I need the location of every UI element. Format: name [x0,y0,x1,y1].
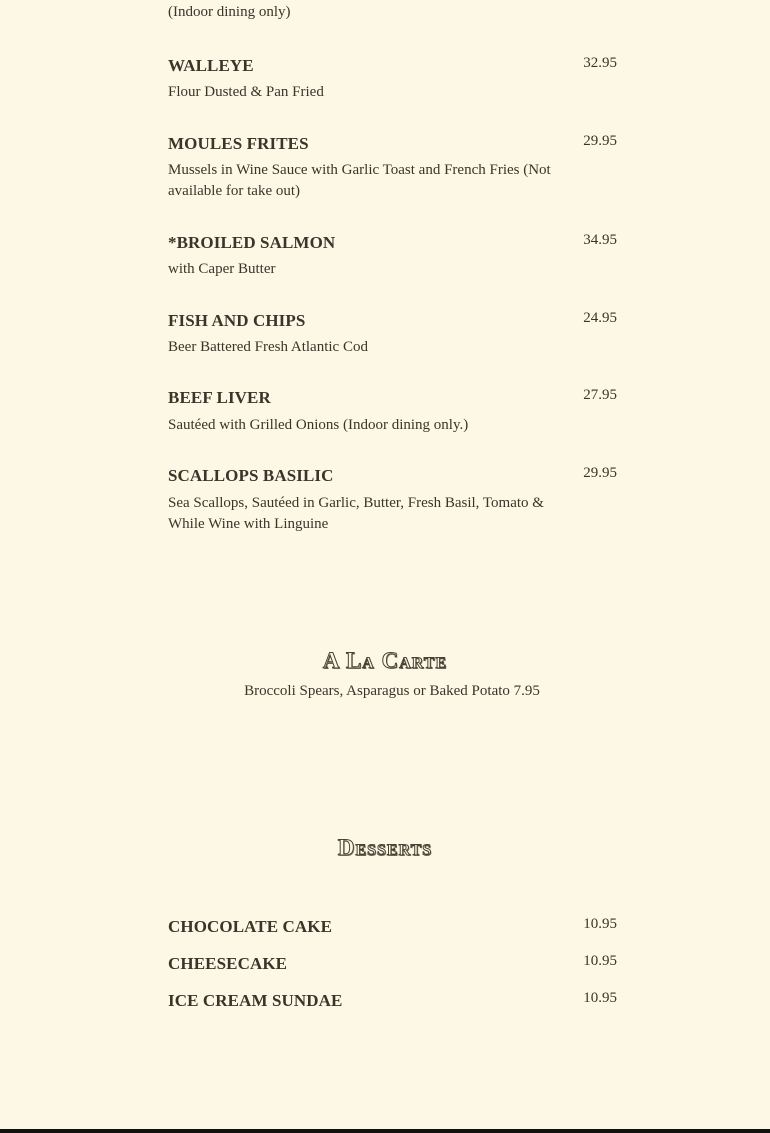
item-price: 10.95 [583,916,617,932]
item-name: *BROILED SALMON [168,233,336,252]
footer-bar [0,1129,770,1133]
item-price: 32.95 [583,55,617,71]
item-description: Flour Dusted & Pan Fried [168,84,324,100]
item-name: WALLEYE [168,56,254,75]
item-name: FISH AND CHIPS [168,311,306,330]
item-price: 27.95 [583,387,617,403]
item-description: Beer Battered Fresh Atlantic Cod [168,339,368,355]
item-description: Sea Scallops, Sautéed in Garlic, Butter, Fresh Basil, Tomato & While Wine with Linguine [168,495,544,532]
section-title-desserts: Desserts [337,835,433,860]
item-price: 10.95 [583,990,617,1006]
item-description: Mussels in Wine Sauce with Garlic Toast and French Fries (Not available for take out) [168,162,551,199]
item-price: 10.95 [583,953,617,969]
item-price: 24.95 [583,310,617,326]
item-name: CHOCOLATE CAKE [168,917,333,936]
item-price: 34.95 [583,232,617,248]
top-note: (Indoor dining only) [168,4,291,20]
item-name: ICE CREAM SUNDAE [168,991,343,1010]
section-title-a-la-carte: A La Carte [322,648,448,673]
a-la-carte-description: Broccoli Spears, Asparagus or Baked Potato 7.95 [244,683,540,699]
item-name: CHEESECAKE [168,954,288,973]
item-price: 29.95 [583,465,617,481]
item-name: BEEF LIVER [168,388,271,407]
item-price: 29.95 [583,133,617,149]
item-description: Sautéed with Grilled Onions (Indoor dining only.) [168,417,469,433]
item-name: MOULES FRITES [168,134,309,153]
item-name: SCALLOPS BASILIC [168,466,334,485]
item-description: with Caper Butter [168,261,276,277]
